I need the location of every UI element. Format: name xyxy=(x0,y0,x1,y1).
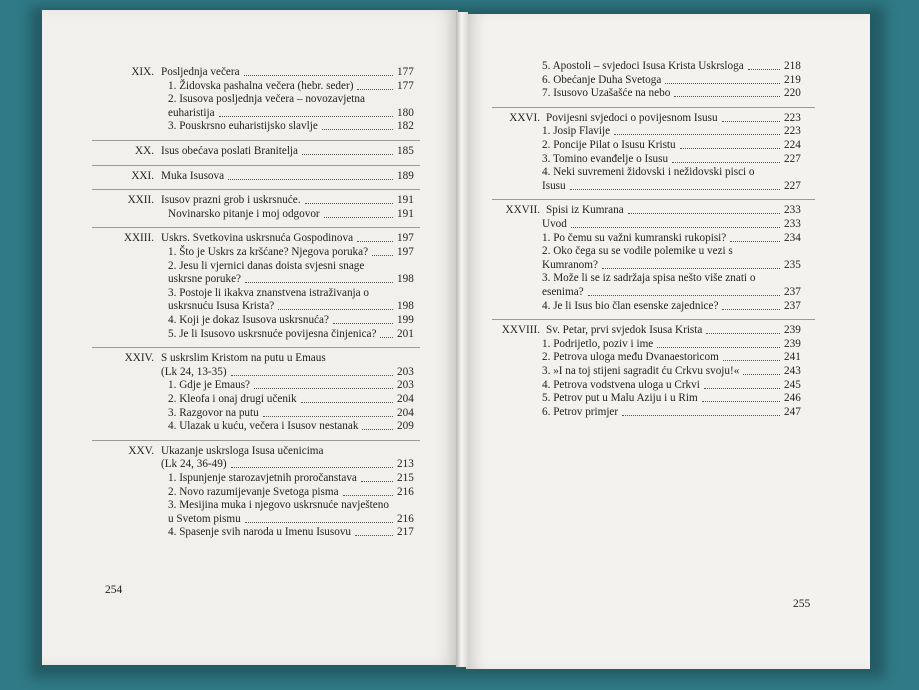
dot-leader xyxy=(723,351,780,361)
dot-leader xyxy=(245,513,393,523)
page-ref: 197 xyxy=(397,232,414,245)
page-ref: 189 xyxy=(397,169,414,182)
toc-subentry-line xyxy=(92,393,422,407)
toc-subentry-line xyxy=(492,338,817,352)
toc-subentry-line xyxy=(92,486,422,500)
toc-subentry-line xyxy=(492,286,817,300)
dot-leader xyxy=(665,74,780,84)
dot-leader xyxy=(301,393,393,403)
dot-leader xyxy=(324,208,393,218)
chapter-title-line xyxy=(492,112,817,126)
dot-leader xyxy=(657,338,780,348)
chapter-numeral: XXII. xyxy=(127,194,154,207)
toc-subentry-text: 3. Mesijina muka i njegovo uskrsnuće navješteno xyxy=(168,499,389,512)
dot-leader xyxy=(706,324,780,334)
toc-subentry-line xyxy=(92,513,422,527)
toc-subentry-line xyxy=(492,351,817,365)
dot-leader xyxy=(357,232,393,242)
page-ref: 234 xyxy=(784,231,801,244)
toc-subentry-text: 2. Petrova uloga među Dvanaestoricom xyxy=(542,351,719,364)
chapter-divider xyxy=(492,199,815,200)
toc-subentry-line xyxy=(92,499,422,513)
toc-subentry-text: 1. Gdje je Emaus? xyxy=(168,379,251,392)
toc-subentry-line xyxy=(92,246,422,260)
page-ref: 223 xyxy=(784,125,801,138)
chapter-divider xyxy=(92,165,420,166)
dot-leader xyxy=(571,218,780,228)
dot-leader xyxy=(362,420,393,430)
dot-leader xyxy=(355,526,393,536)
toc-subentry-line xyxy=(492,139,817,153)
chapter-title-line xyxy=(92,352,422,366)
chapter-title-line xyxy=(92,458,422,472)
chapter-title-text: Sv. Petar, prvi svjedok Isusa Krista xyxy=(546,324,703,337)
toc-subentry-line xyxy=(492,406,817,420)
page-ref: 213 xyxy=(397,458,414,471)
chapter-title-line xyxy=(92,232,422,246)
toc-subentry-line xyxy=(92,208,422,222)
page-ref: 191 xyxy=(397,207,414,220)
left-page-number: 254 xyxy=(105,584,123,596)
chapter-numeral: XXVII. xyxy=(505,204,540,217)
toc-subentry-text: 2. Poncije Pilat o Isusu Kristu xyxy=(542,139,676,151)
chapter-title-text: Posljednja večera xyxy=(161,66,240,78)
toc-subentry-text: 6. Petrov primjer xyxy=(542,405,619,418)
toc-subentry-text: 1. Židovska pashalna večera (hebr. seder) xyxy=(168,79,354,92)
dot-leader xyxy=(333,314,393,324)
toc-subentry-text: 1. Što je Uskrs za kršćane? Njegova poruka? xyxy=(168,246,369,258)
chapter-numeral: XIX. xyxy=(131,66,154,78)
toc-subentry-text: 5. Apostoli – svjedoci Isusa Krista Uskrsloga xyxy=(542,60,744,72)
toc-subentry-line xyxy=(492,232,817,246)
toc-subentry-text: 3. Tomino evanđelje o Isusu xyxy=(542,152,669,165)
dot-leader xyxy=(278,300,393,310)
book-gutter xyxy=(456,12,468,667)
toc-subentry-line xyxy=(492,180,817,194)
dot-leader xyxy=(602,259,780,269)
page-ref: 237 xyxy=(784,299,801,312)
toc-subentry-line xyxy=(92,120,422,134)
dot-leader xyxy=(263,407,393,417)
dot-leader xyxy=(743,365,780,375)
chapter-divider xyxy=(92,227,420,228)
toc-subentry-text: esenima? xyxy=(542,286,584,298)
dot-leader xyxy=(628,204,780,214)
page-ref: 218 xyxy=(784,60,801,72)
toc-subentry-line xyxy=(92,314,422,328)
toc-subentry-line xyxy=(92,407,422,421)
chapter-numeral: XXV. xyxy=(128,444,154,457)
dot-leader xyxy=(614,125,780,135)
chapter-title-text: Isusov prazni grob i uskrsnuće. xyxy=(161,194,301,207)
page-ref: 180 xyxy=(397,106,414,119)
page-ref: 216 xyxy=(397,512,414,525)
toc-subentry-line xyxy=(92,328,422,342)
chapter-numeral: XXVI. xyxy=(509,111,540,124)
chapter-title-line xyxy=(92,366,422,380)
page-ref: 224 xyxy=(784,139,801,151)
toc-subentry-line xyxy=(492,166,817,180)
toc-subentry-line xyxy=(92,526,422,540)
toc-subentry-text: 2. Jesu li vjernici danas doista svjesni snage xyxy=(168,259,365,272)
toc-subentry-text: 7. Isusovo Uzašašće na nebo xyxy=(542,87,671,100)
page-ref: 198 xyxy=(397,300,414,313)
chapter-divider xyxy=(92,140,420,141)
toc-subentry-line xyxy=(492,74,817,88)
toc-subentry-line xyxy=(92,260,422,274)
chapter-title-text: Spisi iz Kumrana xyxy=(546,204,624,217)
chapter-divider xyxy=(492,107,815,108)
page-ref: 241 xyxy=(784,351,801,364)
toc-subentry-line xyxy=(492,379,817,393)
chapter-numeral: XXIII. xyxy=(123,232,154,245)
toc-subentry-text: 4. Neki suvremeni židovski i nežidovski pisci o xyxy=(542,166,755,179)
toc-subentry-line xyxy=(92,300,422,314)
dot-leader xyxy=(372,246,393,256)
page-ref: 245 xyxy=(784,378,801,391)
page-ref: 237 xyxy=(784,286,801,298)
page-ref: 247 xyxy=(784,405,801,418)
dot-leader xyxy=(570,180,780,190)
dot-leader xyxy=(702,392,780,402)
dot-leader xyxy=(305,194,393,204)
page-ref: 227 xyxy=(784,179,801,192)
toc-subentry-text: 3. Razgovor na putu xyxy=(168,406,259,419)
dot-leader xyxy=(219,107,393,117)
dot-leader xyxy=(722,112,780,122)
toc-subentry-line xyxy=(492,300,817,314)
toc-subentry-text: Isusu xyxy=(542,179,566,192)
toc-subentry-line xyxy=(492,245,817,259)
toc-subentry-text: 2. Kleofa i onaj drugi učenik xyxy=(168,393,297,405)
page-ref: 203 xyxy=(397,379,414,392)
toc-subentry-line xyxy=(492,259,817,273)
dot-leader xyxy=(357,80,393,90)
chapter-divider xyxy=(92,189,420,190)
toc-subentry-line xyxy=(92,273,422,287)
chapter-divider xyxy=(92,347,420,348)
toc-subentry-text: 1. Po čemu su važni kumranski rukopisi? xyxy=(542,231,727,244)
chapter-title-text: (Lk 24, 13-35) xyxy=(161,365,227,378)
toc-subentry-text: 1. Podrijetlo, poziv i ime xyxy=(542,337,654,350)
toc-subentry-text: 6. Obećanje Duha Svetoga xyxy=(542,73,662,86)
dot-leader xyxy=(361,472,393,482)
toc-subentry-text: 4. Spasenje svih naroda u Imenu Isusovu xyxy=(168,526,352,539)
page-ref: 191 xyxy=(397,194,414,207)
dot-leader xyxy=(228,170,393,180)
dot-leader xyxy=(302,145,393,155)
chapter-title-line xyxy=(92,66,422,80)
toc-subentry-line xyxy=(92,287,422,301)
toc-subentry-text: u Svetom pismu xyxy=(168,512,241,525)
page-ref: 243 xyxy=(784,365,801,377)
toc-subentry-line xyxy=(92,379,422,393)
toc-subentry-line xyxy=(492,218,817,232)
toc-subentry-text: 1. Josip Flavije xyxy=(542,125,611,138)
toc-subentry-text: Novinarsko pitanje i moj odgovor xyxy=(168,207,320,220)
chapter-title-text: Isus obećava poslati Branitelja xyxy=(161,145,299,157)
chapter-title-text: Muka Isusova xyxy=(161,169,225,182)
page-ref: 198 xyxy=(397,273,414,286)
page-ref: 216 xyxy=(397,485,414,498)
toc-subentry-text: 2. Oko čega su se vodile polemike u vezi s xyxy=(542,245,733,258)
chapter-title-line xyxy=(492,204,817,218)
dot-leader xyxy=(231,458,393,468)
chapter-title-text: Ukazanje uskrsloga Isusa učenicima xyxy=(161,444,324,457)
dot-leader xyxy=(704,379,780,389)
chapter-title-line xyxy=(92,194,422,208)
chapter-numeral: XX. xyxy=(135,145,154,157)
toc-subentry-text: 2. Isusova posljednja večera – novozavjetna xyxy=(168,93,365,106)
toc-subentry-text: uskrsne poruke? xyxy=(168,273,242,286)
dot-leader xyxy=(254,379,393,389)
toc-subentry-text: 3. Postoje li ikakva znanstvena istraživanja o xyxy=(168,286,370,299)
chapter-title-text: Povijesni svjedoci o povijesnom Isusu xyxy=(546,111,718,124)
chapter-title-line xyxy=(92,170,422,184)
right-page-number: 255 xyxy=(793,598,811,610)
dot-leader xyxy=(343,486,393,496)
toc-subentry-line xyxy=(92,93,422,107)
dot-leader xyxy=(722,300,780,310)
chapter-divider xyxy=(92,440,420,441)
page-ref: 227 xyxy=(784,152,801,165)
dot-leader xyxy=(380,328,393,338)
page-ref: 239 xyxy=(784,324,801,337)
toc-subentry-line xyxy=(492,365,817,379)
dot-leader xyxy=(748,60,780,70)
page-ref: 197 xyxy=(397,246,414,258)
toc-subentry-line xyxy=(492,272,817,286)
chapter-title-text: (Lk 24, 36-49) xyxy=(161,458,227,471)
page-ref: 223 xyxy=(784,111,801,124)
toc-subentry-text: 3. »I na toj stijeni sagradit ću Crkvu svoju!« xyxy=(542,365,740,377)
dot-leader xyxy=(231,366,393,376)
page-ref: 233 xyxy=(784,204,801,217)
dot-leader xyxy=(588,286,780,296)
chapter-title-line xyxy=(92,145,422,159)
page-ref: 204 xyxy=(397,393,414,405)
chapter-divider xyxy=(492,319,815,320)
toc-subentry-line xyxy=(492,60,817,74)
toc-subentry-text: 3. Pouskrsno euharistijsko slavlje xyxy=(168,120,318,133)
page-ref: 239 xyxy=(784,337,801,350)
chapter-title-text: Uskrs. Svetkovina uskrsnuća Gospodinova xyxy=(161,232,354,245)
chapter-numeral: XXIV. xyxy=(124,352,154,365)
page-ref: 215 xyxy=(397,472,414,484)
page-ref: 177 xyxy=(397,66,414,78)
toc-subentry-line xyxy=(492,125,817,139)
toc-subentry-text: 1. Ispunjenje starozavjetnih proročanstava xyxy=(168,472,357,484)
toc-subentry-line xyxy=(92,420,422,434)
toc-subentry-line xyxy=(492,87,817,101)
dot-leader xyxy=(680,139,780,149)
chapter-title-line xyxy=(492,324,817,338)
toc-subentry-text: 5. Petrov put u Malu Aziju i u Rim xyxy=(542,392,698,405)
chapter-title-line xyxy=(92,445,422,459)
toc-subentry-text: euharistija xyxy=(168,106,215,119)
chapter-numeral: XXVIII. xyxy=(501,324,540,337)
toc-subentry-line xyxy=(92,80,422,94)
toc-subentry-line xyxy=(92,472,422,486)
page-ref: 204 xyxy=(397,406,414,419)
page-ref: 185 xyxy=(397,145,414,157)
page-ref: 235 xyxy=(784,258,801,271)
dot-leader xyxy=(674,87,780,97)
page-ref: 246 xyxy=(784,392,801,405)
page-ref: 233 xyxy=(784,218,801,230)
chapter-numeral: XXI. xyxy=(131,169,154,182)
page-ref: 219 xyxy=(784,73,801,86)
toc-subentry-text: 4. Koji je dokaz Isusova uskrsnuća? xyxy=(168,314,329,326)
page-ref: 209 xyxy=(397,420,414,433)
toc-subentry-line xyxy=(492,392,817,406)
toc-subentry-text: 2. Novo razumijevanje Svetoga pisma xyxy=(168,485,339,498)
page-ref: 201 xyxy=(397,327,414,340)
page-ref: 203 xyxy=(397,365,414,378)
dot-leader xyxy=(322,120,393,130)
page-ref: 217 xyxy=(397,526,414,539)
toc-subentry-text: Kumranom? xyxy=(542,258,598,271)
dot-leader xyxy=(672,153,780,163)
toc-subentry-line xyxy=(92,107,422,121)
page-ref: 220 xyxy=(784,87,801,100)
page-ref: 182 xyxy=(397,120,414,133)
page-ref: 199 xyxy=(397,314,414,326)
toc-subentry-text: 4. Ulazak u kuću, večera i Isusov nestanak xyxy=(168,420,359,433)
page-ref: 177 xyxy=(397,79,414,92)
dot-leader xyxy=(244,66,393,76)
dot-leader xyxy=(730,232,780,242)
toc-subentry-text: 3. Može li se iz sadržaja spisa nešto više znati o xyxy=(542,272,756,285)
chapter-title-text: S uskrslim Kristom na putu u Emaus xyxy=(161,352,326,365)
dot-leader xyxy=(245,273,393,283)
toc-subentry-line xyxy=(492,153,817,167)
dot-leader xyxy=(622,406,780,416)
toc-subentry-text: uskrsnuću Isusa Krista? xyxy=(168,300,275,313)
toc-subentry-text: 4. Je li Isus bio član esenske zajednice? xyxy=(542,299,719,312)
toc-subentry-text: Uvod xyxy=(542,218,567,230)
toc-subentry-text: 4. Petrova vodstvena uloga u Crkvi xyxy=(542,378,700,391)
toc-subentry-text: 5. Je li Isusovo uskrsnuće povijesna činjenica? xyxy=(168,327,377,340)
